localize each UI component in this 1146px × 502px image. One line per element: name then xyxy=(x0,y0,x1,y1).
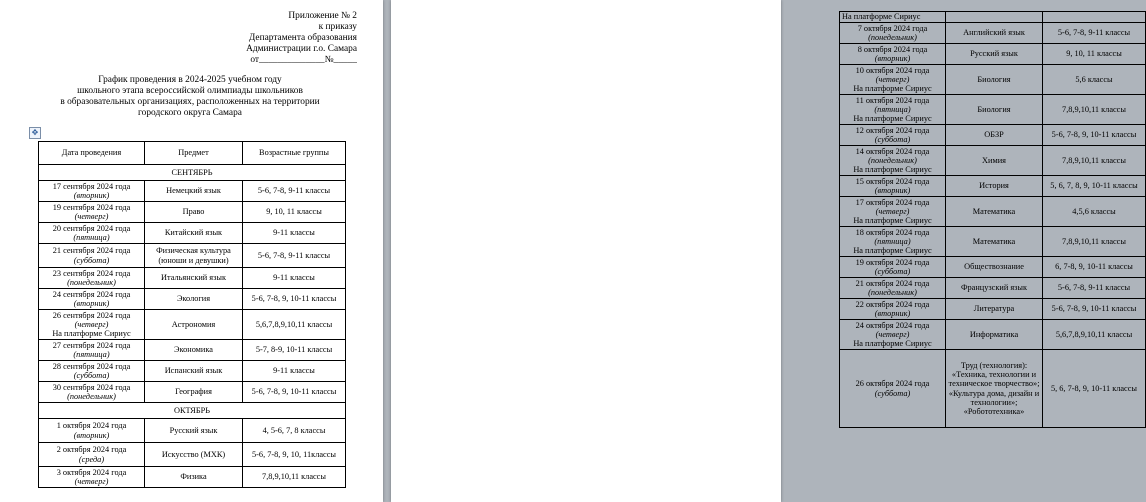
cell-subject: Информатика xyxy=(946,320,1043,350)
weekday-text: (суббота) xyxy=(73,371,110,380)
cell-date xyxy=(840,320,946,350)
table-row xyxy=(840,176,1146,197)
cell-age: 4, 5-6, 7, 8 классы xyxy=(243,419,346,443)
cell-date xyxy=(39,181,145,202)
date-text: 1 октября 2024 года xyxy=(56,421,127,431)
weekday-text: (пятница) xyxy=(874,236,911,246)
header-line: Администрации г.о. Самара xyxy=(246,44,357,54)
cell-age: 5,6,7,8,9,10,11 классы xyxy=(1043,320,1146,350)
cell-age: 5-7, 8-9, 10-11 классы xyxy=(243,340,346,361)
table-row xyxy=(840,350,1146,428)
header-line: Департамента образования xyxy=(248,33,357,43)
weekday-text: (суббота) xyxy=(874,135,911,144)
title-line: График проведения в 2024-2025 учебном году xyxy=(98,75,282,85)
weekday-text: (четверг) xyxy=(74,319,109,329)
month-label: ОКТЯБРЬ xyxy=(39,403,346,419)
cell-age: 6, 7-8, 9, 10-11 классы xyxy=(1043,257,1146,278)
weekday-text: (четверг) xyxy=(875,329,910,339)
document-page-2 xyxy=(391,0,1138,502)
cell-age: 9, 10, 11 классы xyxy=(1043,44,1146,65)
weekday-text: (вторник) xyxy=(874,309,911,318)
cell-date xyxy=(39,268,145,289)
table-row xyxy=(39,310,346,340)
weekday-text: (среда) xyxy=(78,454,105,464)
schedule-table-page-2 xyxy=(839,11,1146,428)
header-line: от______________№_____ xyxy=(250,55,357,65)
table-row xyxy=(39,443,346,467)
cell-date xyxy=(39,223,145,244)
platform-note: На платформе Сириус xyxy=(52,329,131,339)
cell-age: 5-6, 7-8, 9, 10-11 классы xyxy=(1043,125,1146,146)
header-date: Дата проведения xyxy=(39,142,145,165)
cell-date xyxy=(840,44,946,65)
table-row xyxy=(840,278,1146,299)
weekday-text: (понедельник) xyxy=(868,33,917,42)
cell-subject: Французский язык xyxy=(946,278,1043,299)
cell-date xyxy=(840,350,946,428)
cell-date xyxy=(840,95,946,125)
cell-date xyxy=(39,467,145,488)
cell-date xyxy=(39,244,145,268)
weekday-text: (суббота) xyxy=(73,255,110,265)
date-text: 23 сентября 2024 года xyxy=(52,268,131,278)
cell-date xyxy=(840,299,946,320)
cell-date xyxy=(39,289,145,310)
weekday-text: (вторник) xyxy=(73,191,110,200)
date-text: 26 октября 2024 года xyxy=(855,379,930,389)
cell-age: 5-6, 7-8, 9, 10-11 классы xyxy=(243,382,346,403)
table-row xyxy=(39,289,346,310)
cell-subject: Биология xyxy=(946,95,1043,125)
date-text: 14 октября 2024 года xyxy=(855,146,930,156)
cell-subject: Русский язык xyxy=(145,419,243,443)
cell-date xyxy=(39,202,145,223)
platform-note: На платформе Сириус xyxy=(853,339,932,349)
platform-note: На платформе Сириус xyxy=(853,165,932,175)
date-text: 21 сентября 2024 года xyxy=(52,246,131,256)
cell-age: 5-6, 7-8, 9-11 классы xyxy=(1043,278,1146,299)
date-text: 27 сентября 2024 года xyxy=(52,340,131,350)
weekday-text: (суббота) xyxy=(874,267,911,276)
table-row xyxy=(840,227,1146,257)
table-move-handle-icon[interactable]: ✥ xyxy=(29,127,41,139)
date-text: 8 октября 2024 года xyxy=(857,44,928,54)
date-text: 10 октября 2024 года xyxy=(855,65,930,75)
table-row xyxy=(840,44,1146,65)
weekday-text: (пятница) xyxy=(73,233,110,242)
table-row xyxy=(840,125,1146,146)
platform-note: На платформе Сириус xyxy=(853,246,932,256)
table-row xyxy=(840,299,1146,320)
date-text: 19 сентября 2024 года xyxy=(52,202,131,212)
weekday-text: (понедельник) xyxy=(67,278,116,287)
cell-age: 5-6, 7-8, 9-11 классы xyxy=(243,181,346,202)
weekday-text: (понедельник) xyxy=(67,392,116,401)
cell-date xyxy=(39,382,145,403)
table-row xyxy=(39,361,346,382)
table-row xyxy=(840,95,1146,125)
cell-age: 5-6, 7-8, 9-11 классы xyxy=(1043,23,1146,44)
weekday-text: (вторник) xyxy=(73,299,110,308)
cell-date: На платформе Сириус xyxy=(840,12,946,23)
table-row xyxy=(840,320,1146,350)
cell-date xyxy=(840,125,946,146)
cell-date xyxy=(39,310,145,340)
table-row xyxy=(39,340,346,361)
table-row xyxy=(840,197,1146,227)
table-row xyxy=(39,419,346,443)
cell-age: 5-6, 7-8, 9, 10-11 классы xyxy=(1043,299,1146,320)
date-text: 24 октября 2024 года xyxy=(855,320,930,330)
date-text: 21 октября 2024 года xyxy=(855,278,930,288)
document-page-1 xyxy=(0,0,383,502)
schedule-table-page-1 xyxy=(38,141,346,488)
header-line: Приложение № 2 xyxy=(288,11,357,21)
cell-subject: Английский язык xyxy=(946,23,1043,44)
date-text: 3 октября 2024 года xyxy=(56,467,127,477)
table-row xyxy=(39,244,346,268)
cell-age: 5,6 классы xyxy=(1043,65,1146,95)
cell-subject: География xyxy=(145,382,243,403)
table-header-row xyxy=(39,142,346,165)
table-row xyxy=(39,223,346,244)
table-row xyxy=(39,181,346,202)
header-subject: Предмет xyxy=(145,142,243,165)
cell-age: 5, 6, 7, 8, 9, 10-11 классы xyxy=(1043,176,1146,197)
cell-date xyxy=(840,65,946,95)
cell-subject: Испанский язык xyxy=(145,361,243,382)
cell-age: 7,8,9,10,11 классы xyxy=(1043,227,1146,257)
cell-age: 5-6, 7-8, 9-11 классы xyxy=(243,244,346,268)
cell-age: 5-6, 7-8, 9, 10-11 классы xyxy=(243,289,346,310)
cell-date xyxy=(39,419,145,443)
cell-subject: Труд (технология): «Техника, технологии и техническое творчество»; «Культура дома, дизайн и технологии»; «Робототехника» xyxy=(946,350,1043,428)
cell-date xyxy=(840,23,946,44)
cell-subject: Химия xyxy=(946,146,1043,176)
cell-date xyxy=(39,361,145,382)
cell-subject: История xyxy=(946,176,1043,197)
table-row xyxy=(39,202,346,223)
platform-note: На платформе Сириус xyxy=(853,216,932,226)
table-row xyxy=(840,23,1146,44)
cell-subject: Китайский язык xyxy=(145,223,243,244)
cell-subject: Право xyxy=(145,202,243,223)
month-row xyxy=(39,165,346,181)
cell-subject xyxy=(946,12,1043,23)
date-text: 20 сентября 2024 года xyxy=(52,223,131,233)
date-text: 11 октября 2024 года xyxy=(855,95,930,105)
cell-subject: Астрономия xyxy=(145,310,243,340)
title-line: городского округа Самара xyxy=(138,108,242,118)
table-row xyxy=(39,467,346,488)
date-text: 30 сентября 2024 года xyxy=(52,382,131,392)
weekday-text: (четверг) xyxy=(74,477,109,486)
date-text: 12 октября 2024 года xyxy=(855,125,930,135)
cell-date xyxy=(39,340,145,361)
cell-subject: Немецкий язык xyxy=(145,181,243,202)
cell-date xyxy=(840,176,946,197)
title-line: школьного этапа всероссийской олимпиады школьников xyxy=(77,86,303,96)
weekday-text: (вторник) xyxy=(73,430,110,440)
cell-subject: Математика xyxy=(946,197,1043,227)
weekday-text: (четверг) xyxy=(74,212,109,221)
cell-subject: Итальянский язык xyxy=(145,268,243,289)
month-label: СЕНТЯБРЬ xyxy=(39,165,346,181)
cell-subject: Экономика xyxy=(145,340,243,361)
date-text: 19 октября 2024 года xyxy=(855,257,930,267)
weekday-text: (понедельник) xyxy=(868,288,917,297)
cell-date xyxy=(840,278,946,299)
cell-subject: Искусство (МХК) xyxy=(145,443,243,467)
cell-subject: Физика xyxy=(145,467,243,488)
cell-subject: ОБЗР xyxy=(946,125,1043,146)
cell-age: 5-6, 7-8, 9, 10, 11классы xyxy=(243,443,346,467)
cell-date xyxy=(840,257,946,278)
cell-age xyxy=(1043,12,1146,23)
cell-age: 5,6,7,8,9,10,11 классы xyxy=(243,310,346,340)
cell-date xyxy=(840,197,946,227)
cell-age: 9-11 классы xyxy=(243,268,346,289)
cell-subject: Математика xyxy=(946,227,1043,257)
weekday-text: (вторник) xyxy=(874,186,911,195)
cell-subject: Литература xyxy=(946,299,1043,320)
cell-subject: Биология xyxy=(946,65,1043,95)
cell-age: 9-11 классы xyxy=(243,361,346,382)
month-row xyxy=(39,403,346,419)
date-text: 28 сентября 2024 года xyxy=(52,361,131,371)
table-row xyxy=(840,65,1146,95)
cell-age: 4,5,6 классы xyxy=(1043,197,1146,227)
weekday-text: (суббота) xyxy=(874,388,911,398)
table-row xyxy=(840,146,1146,176)
table-row xyxy=(840,12,1146,23)
weekday-text: (понедельник) xyxy=(868,155,917,165)
cell-age: 7,8,9,10,11 классы xyxy=(1043,95,1146,125)
cell-age: 9-11 классы xyxy=(243,223,346,244)
platform-note: На платформе Сириус xyxy=(853,84,932,94)
cell-subject: Обществознание xyxy=(946,257,1043,278)
weekday-text: (пятница) xyxy=(874,104,911,114)
date-text: 7 октября 2024 года xyxy=(857,23,928,33)
date-text: 26 сентября 2024 года xyxy=(52,310,131,320)
weekday-text: (вторник) xyxy=(874,54,911,63)
date-text: 22 октября 2024 года xyxy=(855,299,930,309)
platform-note: На платформе Сириус xyxy=(853,114,932,124)
cell-date xyxy=(39,443,145,467)
weekday-text: (четверг) xyxy=(875,206,910,216)
cell-age: 9, 10, 11 классы xyxy=(243,202,346,223)
table-row xyxy=(840,257,1146,278)
weekday-text: (пятница) xyxy=(73,350,110,359)
cell-subject: Физическая культура (юноши и девушки) xyxy=(145,244,243,268)
weekday-text: (четверг) xyxy=(875,74,910,84)
cell-date xyxy=(840,146,946,176)
table-row xyxy=(39,268,346,289)
date-text: 15 октября 2024 года xyxy=(855,176,930,186)
date-text: 17 октября 2024 года xyxy=(855,197,930,207)
title-line: в образовательных организациях, расположенных на территории xyxy=(60,97,320,107)
table-row xyxy=(39,382,346,403)
date-text: 17 сентября 2024 года xyxy=(52,181,131,191)
cell-date xyxy=(840,227,946,257)
cell-age: 5, 6, 7-8, 9, 10-11 классы xyxy=(1043,350,1146,428)
date-text: 18 октября 2024 года xyxy=(855,227,930,237)
order-reference-header xyxy=(246,11,357,66)
header-line: к приказу xyxy=(318,22,357,32)
header-age: Возрастные группы xyxy=(243,142,346,165)
cell-subject: Русский язык xyxy=(946,44,1043,65)
date-text: 2 октября 2024 года xyxy=(56,445,127,455)
cell-subject: Экология xyxy=(145,289,243,310)
cell-age: 7,8,9,10,11 классы xyxy=(1043,146,1146,176)
document-title xyxy=(30,75,350,119)
cell-age: 7,8,9,10,11 классы xyxy=(243,467,346,488)
date-text: 24 сентября 2024 года xyxy=(52,289,131,299)
